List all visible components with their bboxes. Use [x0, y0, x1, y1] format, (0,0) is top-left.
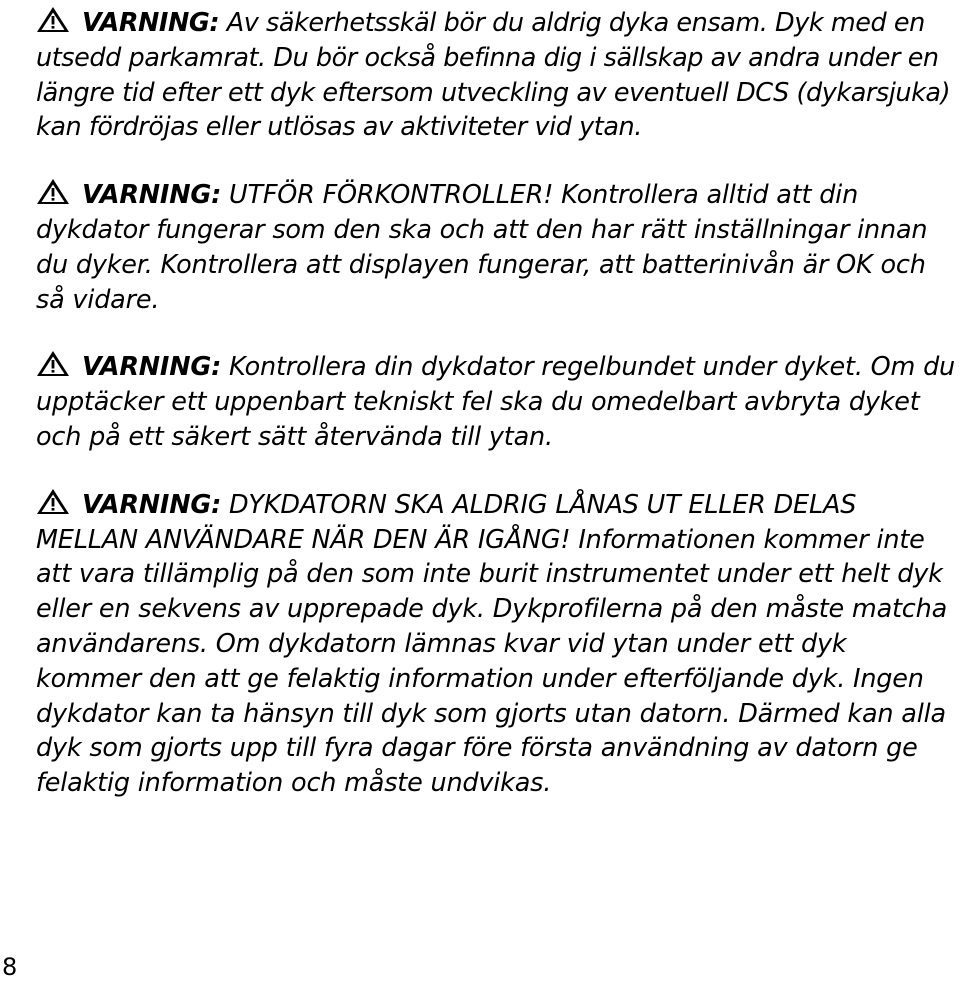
warning-label: VARNING:	[82, 180, 222, 211]
warning-paragraph-4	[36, 488, 958, 801]
warning-triangle-icon	[36, 178, 70, 205]
warning-triangle-icon	[36, 6, 70, 33]
warning-paragraph-1	[36, 6, 958, 145]
warning-text: Kontrollera din dykdator regelbundet under dyket. Om du upptäcker ett uppenbart tekniskt fel ska du omedelbart avbryta dyket och på ett säkert sätt återvända till ytan.	[36, 352, 956, 452]
warning-label: VARNING:	[82, 489, 222, 520]
warning-label: VARNING:	[82, 8, 220, 38]
warning-text: UTFÖR FÖRKONTROLLER! Kontrollera alltid att din dykdator fungerar som den ska och att den har rätt inställningar innan du dyker. Kontrollera att displayen fungerar, att batterinivån är OK och så vidare.	[36, 180, 928, 315]
warning-triangle-icon	[36, 350, 70, 377]
warning-text: Av säkerhetsskäl bör du aldrig dyka ensam. Dyk med en utsedd parkamrat. Du bör också befinna dig i sällskap av andra under en längre tid efter ett dyk eftersom utveckling av eventuell DCS (dykarsjuka) kan fördröjas eller utlösas av aktiviteter vid ytan.	[36, 8, 951, 143]
page-number: 8	[2, 953, 18, 981]
warning-text: DYKDATORN SKA ALDRIG LÅNAS UT ELLER DELAS MELLAN ANVÄNDARE NÄR DEN ÄR IGÅNG! Informationen kommer inte att vara tillämplig på den som inte burit instrumentet under ett helt dyk eller en sekvens av upprepade dyk. Dykprofilerna på den måste matcha användarens. Om dykdatorn lämnas kvar vid ytan under ett dyk kommer den att ge felaktig information under efterföljande dyk. Ingen dykdator kan ta hänsyn till dyk som gjorts utan datorn. Därmed kan alla dyk som gjorts upp till fyra dagar före första användning av datorn ge felaktig information och måste undvikas.	[36, 489, 947, 799]
warning-paragraph-2	[36, 178, 958, 317]
warning-label: VARNING:	[82, 352, 222, 383]
document-page	[36, 6, 958, 834]
warning-paragraph-3	[36, 350, 958, 454]
warning-triangle-icon	[36, 488, 70, 515]
